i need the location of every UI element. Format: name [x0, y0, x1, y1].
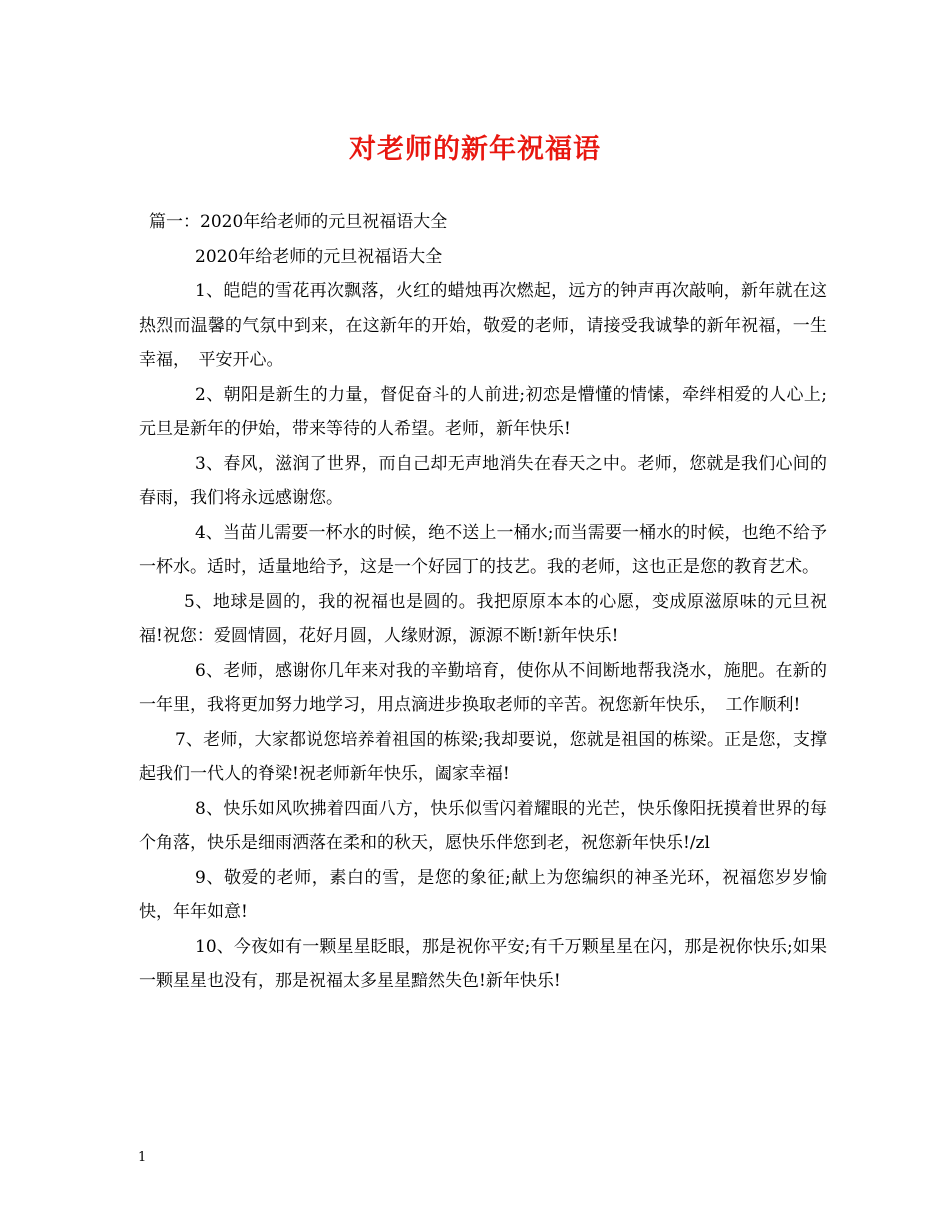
paragraph-10: 10、今夜如有一颗星星眨眼，那是祝你平安;有千万颗星星在闪，那是祝你快乐;如果一颗星星也没有，那是祝福太多星星黯然失色!新年快乐! [139, 936, 827, 991]
paragraph-9: 9、敬爱的老师，素白的雪，是您的象征;献上为您编织的神圣光环，祝福您岁岁愉快，年年如意! [139, 867, 827, 922]
paragraph-7: 7、老师，大家都说您培养着祖国的栋梁;我却要说，您就是祖国的栋梁。正是您，支撑起我们一代人的脊梁!祝老师新年快乐，阖家幸福! [139, 729, 827, 784]
document-body [139, 205, 827, 999]
section-heading: 篇一：2020年给老师的元旦祝福语大全 [149, 212, 448, 232]
paragraph-4: 4、当苗儿需要一杯水的时候，绝不送上一桶水;而当需要一桶水的时候，也绝不给予一杯水。适时，适量地给予，这是一个好园丁的技艺。我的老师，这也正是您的教育艺术。 [139, 522, 827, 577]
paragraph-5: 5、地球是圆的，我的祝福也是圆的。我把原原本本的心愿，变成原滋原味的元旦祝福!祝您：爱圆情圆，花好月圆，人缘财源，源源不断!新年快乐! [139, 591, 827, 646]
paragraph-2: 2、朝阳是新生的力量，督促奋斗的人前进;初恋是懵懂的情愫，牵绊相爱的人心上;元旦是新年的伊始，带来等待的人希望。老师，新年快乐! [139, 384, 827, 439]
paragraph-3: 3、春风，滋润了世界，而自己却无声地消失在春天之中。老师，您就是我们心间的春雨，我们将永远感谢您。 [139, 453, 827, 508]
paragraph-8: 8、快乐如风吹拂着四面八方，快乐似雪闪着耀眼的光芒，快乐像阳抚摸着世界的每个角落，快乐是细雨洒落在柔和的秋天，愿快乐伴您到老，祝您新年快乐!/zl [139, 798, 827, 853]
page-number: 1 [138, 1150, 147, 1165]
document-title: 对老师的新年祝福语 [349, 134, 601, 165]
subheading: 2020年给老师的元旦祝福语大全 [195, 246, 443, 267]
paragraph-6: 6、老师，感谢你几年来对我的辛勤培育，使你从不间断地帮我浇水，施肥。在新的一年里，我将更加努力地学习，用点滴进步换取老师的辛苦。祝您新年快乐， 工作顺利! [139, 660, 827, 715]
paragraph-1: 1、皑皑的雪花再次飘落，火红的蜡烛再次燃起，远方的钟声再次敲响，新年就在这热烈而温馨的气氛中到来，在这新年的开始，敬爱的老师，请接受我诚挚的新年祝福，一生幸福， 平安开心。 [139, 281, 827, 370]
